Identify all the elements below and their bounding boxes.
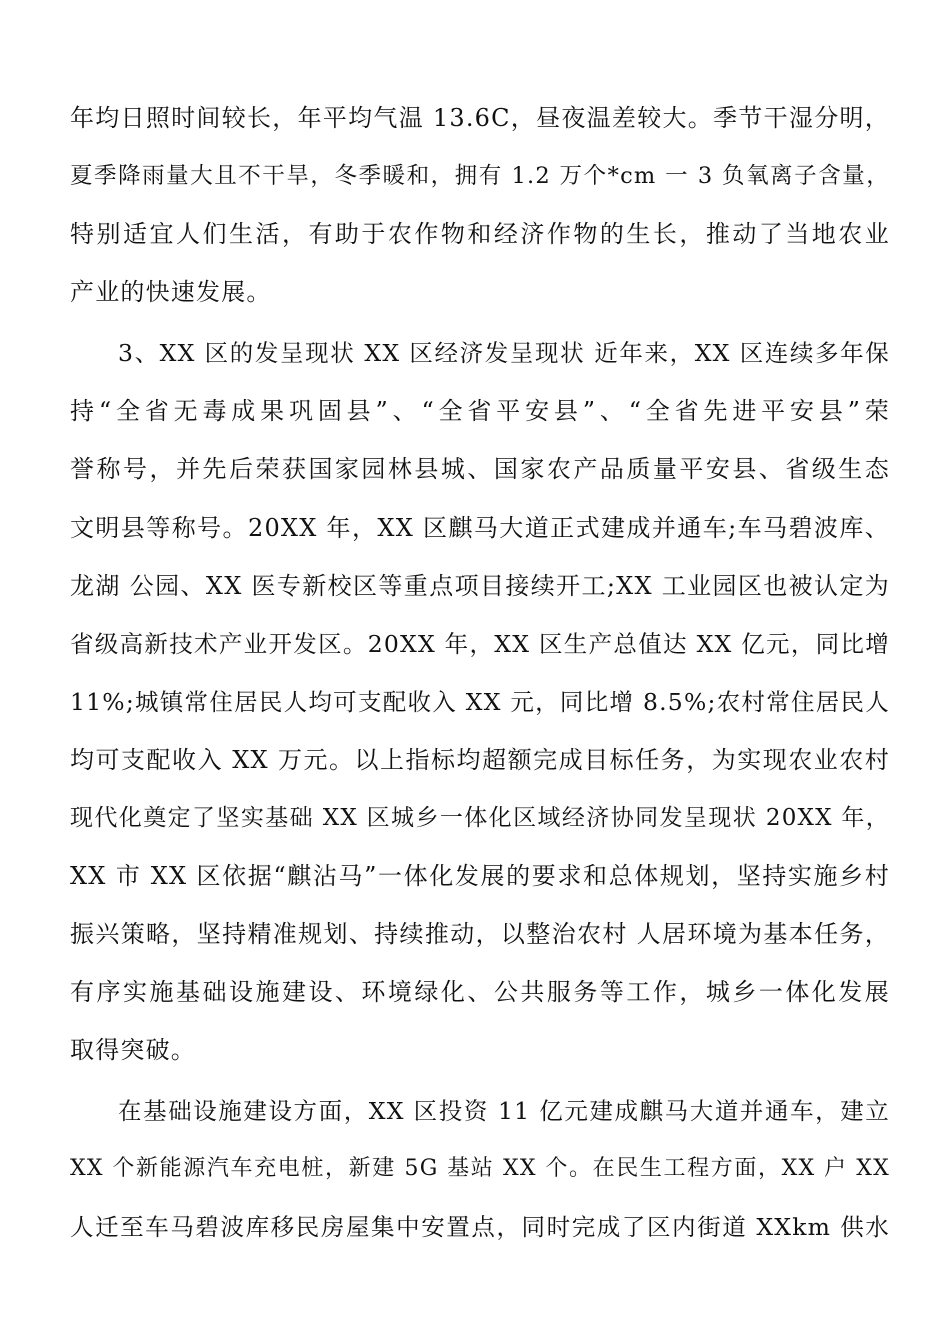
paragraph-2-line-12: 有序实施基础设施建设、环境绿化、公共服务等工作，城乡一体化发展 xyxy=(70,978,890,1006)
paragraph-1-line-2: 夏季降雨量大且不干旱，冬季暖和，拥有 1.2 万个*cm 一 3 负氧离子含量， xyxy=(70,163,890,189)
paragraph-2-line-10: XX 市 XX 区依据“麒沾马”一体化发展的要求和总体规划，坚持实施乡村 xyxy=(70,862,890,890)
paragraph-2-line-1: 3、XX 区的发呈现状 XX 区经济发呈现状 近年来，XX 区连续多年保 xyxy=(118,339,890,367)
paragraph-2-line-8: 均可支配收入 XX 万元。以上指标均超额完成目标任务，为实现农业农村 xyxy=(70,746,890,774)
paragraph-2-line-5: 龙湖 公园、XX 医专新校区等重点项目接续开工;XX 工业园区也被认定为 xyxy=(70,572,890,600)
paragraph-2-line-7: 11%;城镇常住居民人均可支配收入 XX 元，同比增 8.5%;农村常住居民人 xyxy=(70,688,890,716)
paragraph-2-line-6: 省级高新技术产业开发区。20XX 年，XX 区生产总值达 XX 亿元，同比增 xyxy=(70,630,890,658)
paragraph-2-line-4: 文明县等称号。20XX 年，XX 区麒马大道正式建成并通车;车马碧波库、 xyxy=(70,514,890,542)
paragraph-2-line-13: 取得突破。 xyxy=(70,1036,196,1064)
paragraph-2-line-11: 振兴策略，坚持精准规划、持续推动，以整治农村 人居环境为基本任务， xyxy=(70,920,890,948)
paragraph-3-line-2: XX 个新能源汽车充电桩，新建 5G 基站 XX 个。在民生工程方面，XX 户 XX xyxy=(70,1156,890,1181)
paragraph-3-line-1: 在基础设施建设方面，XX 区投资 11 亿元建成麒马大道并通车，建立 xyxy=(118,1097,890,1125)
paragraph-1-line-1: 年均日照时间较长，年平均气温 13.6C，昼夜温差较大。季节干湿分明， xyxy=(70,104,890,132)
paragraph-1-line-4: 产业的快速发展。 xyxy=(70,278,272,306)
paragraph-3-line-3: 人迁至车马碧波库移民房屋集中安置点，同时完成了区内街道 XXkm 供水 xyxy=(70,1213,890,1241)
paragraph-2-line-3: 誉称号，并先后荣获国家园林县城、国家农产品质量平安县、省级生态 xyxy=(70,455,890,483)
paragraph-1-line-3: 特别适宜人们生活，有助于农作物和经济作物的生长，推动了当地农业 xyxy=(70,220,890,248)
paragraph-2-line-9: 现代化奠定了坚实基础 XX 区城乡一体化区域经济协同发呈现状 20XX 年， xyxy=(70,805,890,831)
paragraph-2-line-2: 持“全省无毒成果巩固县”、“全省平安县”、“全省先进平安县”荣 xyxy=(70,397,890,425)
